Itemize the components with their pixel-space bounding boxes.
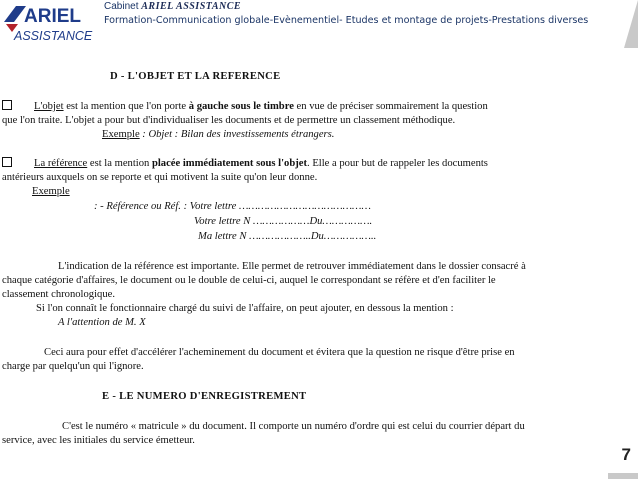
- numero-line-2: service, avec les initiales du service émetteur.: [2, 435, 195, 446]
- ariel-assistance-logo: [2, 2, 94, 46]
- reference-paragraph: [2, 157, 620, 171]
- objet-example: [102, 128, 638, 142]
- objet-paragraph: [2, 100, 620, 114]
- logo-text-top: ARIEL: [24, 6, 81, 27]
- numero-line-1: C'est le numéro « matricule » du document. Il comporte un numéro d'ordre qui est celui du courrier départ du: [62, 421, 525, 432]
- indication-line-4: Si l'on connaît le fonctionnaire chargé du suivi de l'affaire, on peut ajouter, en dessous la mention :: [36, 303, 454, 314]
- ref-text-2: . Elle a pour but de rappeler les documents: [307, 158, 488, 169]
- indication-line-2: chaque catégorie d'affaires, le document ou le double de celui-ci, auquel le correspondant se réfère et d'en faciliter le: [2, 275, 496, 286]
- company-prefix: Cabinet: [104, 1, 139, 12]
- logo-text-bottom: ASSISTANCE: [14, 29, 93, 43]
- header: [0, 0, 638, 50]
- checkbox-bullet-icon: [2, 100, 12, 110]
- indication-line-1: L'indication de la référence est importante. Elle permet de retrouver immédiatement dans le dossier consacré à: [58, 261, 526, 272]
- objet-term: L'objet: [34, 101, 64, 112]
- ref-example-line-1: : - Référence ou Réf. : Votre lettre ……………………………………: [94, 201, 371, 212]
- company-name: [104, 1, 241, 12]
- company-brand: ARIEL ASSISTANCE: [141, 1, 242, 12]
- ref-text-1: est la mention: [87, 158, 152, 169]
- reference-line-2: antérieurs auxquels on se reporte et qui motivent la suite qu'on leur donne.: [2, 172, 318, 183]
- section-d-heading: D - L'OBJET ET LA REFERENCE: [110, 71, 281, 82]
- exemple-label: Exemple: [102, 129, 140, 140]
- checkbox-bullet-icon: [2, 157, 12, 167]
- corner-decoration: [624, 0, 638, 48]
- ref-example-line-3: Ma lettre N ………………..Du……………..: [198, 231, 377, 242]
- ref-example-line-2: Votre lettre N ………………Du…………….: [194, 216, 373, 227]
- ceci-line-1: Ceci aura pour effet d'accélérer l'acheminement du document et évitera que la question ne risque d'être prise en: [44, 347, 515, 358]
- reference-term: La référence: [34, 158, 88, 169]
- attention-mention: A l'attention de M. X: [58, 317, 146, 328]
- company-tagline: Formation-Communication globale-Evènementiel- Etudes et montage de projets-Prestations diverses: [104, 15, 589, 26]
- objet-line-2: que l'on traite. L'objet a pour but d'individualiser les documents et de permettre un classement méthodique.: [2, 115, 456, 126]
- objet-text-2: en vue de préciser sommairement la question: [293, 101, 488, 112]
- objet-bold: à gauche sous le timbre: [188, 101, 294, 112]
- ceci-line-2: charge par quelqu'un qui l'ignore.: [2, 361, 144, 372]
- section-e-heading: E - LE NUMERO D'ENREGISTREMENT: [102, 391, 307, 402]
- exemple-label-2: Exemple: [32, 186, 70, 197]
- bottom-decoration: [608, 473, 638, 479]
- objet-text-1: est la mention que l'on porte: [63, 101, 189, 112]
- page-number: 7: [621, 445, 631, 464]
- ref-bold: placée immédiatement sous l'objet: [151, 158, 308, 169]
- indication-line-3: classement chronologique.: [2, 289, 115, 300]
- exemple-text: : Objet : Bilan des investissements étrangers.: [139, 129, 335, 140]
